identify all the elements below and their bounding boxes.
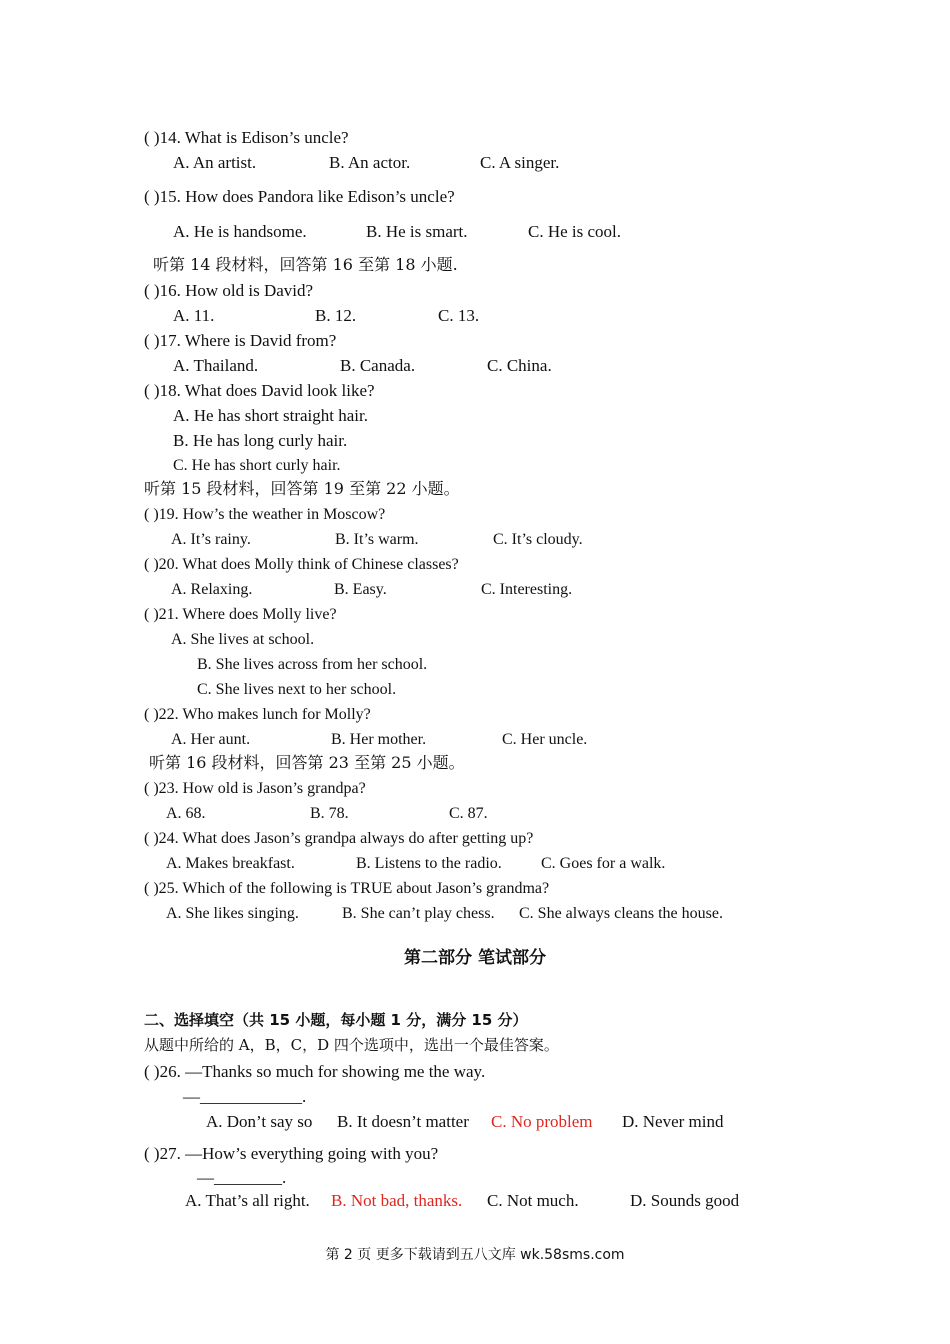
q20-option-b: B. Easy. [334,581,387,598]
q19-option-c: C. It’s cloudy. [493,531,583,548]
q24-option-c: C. Goes for a walk. [541,855,666,872]
q25-option-b: B. She can’t play chess. [342,905,495,922]
q21-option-b: B. She lives across from her school. [197,656,428,673]
section-two-heading: 二、选择填空（共 15 小题，每小题 1 分，满分 15 分） [144,1011,528,1029]
question-27: ( )27. —How’s everything going with you? [144,1144,439,1163]
q23-option-a: A. 68. [166,805,206,822]
q18-option-c: C. He has short curly hair. [173,457,341,474]
q22-option-b: B. Her mother. [331,731,427,748]
q20-option-a: A. Relaxing. [171,581,253,598]
q27-option-a: A. That’s all right. [185,1191,310,1210]
q19-option-a: A. It’s rainy. [171,531,251,548]
part-two-title: 第二部分 笔试部分 [404,948,546,968]
question-16: ( )16. How old is David? [144,281,314,300]
q20-option-c: C. Interesting. [481,581,573,598]
q22-option-c: C. Her uncle. [502,731,588,748]
q27-option-c: C. Not much. [487,1191,579,1210]
q18-option-a: A. He has short straight hair. [173,406,368,425]
question-24: ( )24. What does Jason’s grandpa always do after getting up? [144,830,534,847]
q27-answer-blank: —________. [197,1168,287,1187]
question-26: ( )26. —Thanks so much for showing me the way. [144,1062,486,1081]
q23-option-c: C. 87. [449,805,488,822]
section-15-heading: 听第 15 段材料，回答第 19 至第 22 小题。 [144,479,460,498]
question-18: ( )18. What does David look like? [144,381,375,400]
section-14-heading: 听第 14 段材料，回答第 16 至第 18 小题. [153,255,458,274]
q26-answer-blank: —____________. [183,1087,307,1106]
question-17: ( )17. Where is David from? [144,331,337,350]
q14-option-c: C. A singer. [480,153,560,172]
q15-option-b: B. He is smart. [366,222,468,241]
q26-option-d: D. Never mind [622,1112,724,1131]
question-23: ( )23. How old is Jason’s grandpa? [144,780,366,797]
q19-option-b: B. It’s warm. [335,531,419,548]
question-14: ( )14. What is Edison’s uncle? [144,128,349,147]
q16-option-c: C. 13. [438,306,480,325]
q27-option-b-answer: B. Not bad, thanks. [331,1191,463,1210]
q14-option-a: A. An artist. [173,153,257,172]
q24-option-b: B. Listens to the radio. [356,855,502,872]
q21-option-c: C. She lives next to her school. [197,681,397,698]
q25-option-a: A. She likes singing. [166,905,299,922]
q15-option-c: C. He is cool. [528,222,622,241]
q17-option-c: C. China. [487,356,552,375]
q15-option-a: A. He is handsome. [173,222,307,241]
q17-option-a: A. Thailand. [173,356,259,375]
q26-option-c-answer: C. No problem [491,1112,593,1131]
section-two-instruction: 从题中所给的 A，B，C，D 四个选项中，选出一个最佳答案。 [144,1036,559,1054]
q25-option-c: C. She always cleans the house. [519,905,723,922]
question-20: ( )20. What does Molly think of Chinese classes? [144,556,459,573]
q21-option-a: A. She lives at school. [171,631,315,648]
question-22: ( )22. Who makes lunch for Molly? [144,706,371,723]
q23-option-b: B. 78. [310,805,349,822]
q26-option-a: A. Don’t say so [206,1112,313,1131]
question-15: ( )15. How does Pandora like Edison’s uncle? [144,187,455,206]
section-16-heading: 听第 16 段材料，回答第 23 至第 25 小题。 [149,753,465,772]
page-footer: 第 2 页 更多下载请到五八文库 wk.58sms.com [325,1247,625,1263]
q18-option-b: B. He has long curly hair. [173,431,348,450]
q24-option-a: A. Makes breakfast. [166,855,295,872]
q16-option-b: B. 12. [315,306,357,325]
q16-option-a: A. 11. [173,306,215,325]
question-21: ( )21. Where does Molly live? [144,606,337,623]
q26-option-b: B. It doesn’t matter [337,1112,469,1131]
question-25: ( )25. Which of the following is TRUE about Jason’s grandma? [144,880,550,897]
question-19: ( )19. How’s the weather in Moscow? [144,506,386,523]
q27-option-d: D. Sounds good [630,1191,740,1210]
q14-option-b: B. An actor. [329,153,411,172]
q22-option-a: A. Her aunt. [171,731,251,748]
q17-option-b: B. Canada. [340,356,416,375]
